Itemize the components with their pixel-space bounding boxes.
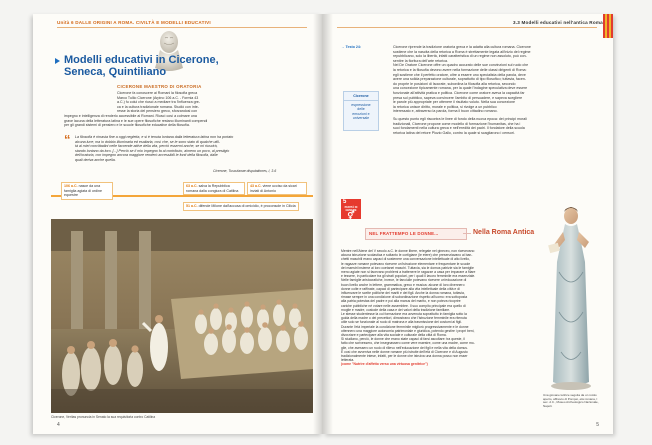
intro-line: Cicerone fa conoscere ai Romani la filosofia greca — [117, 91, 198, 95]
timeline-date: 43 a.C. — [250, 184, 262, 188]
quote-line: quali deriva anche quella. — [75, 157, 116, 162]
women-line: glie, che avessero un ruolo di rilievo nell'educazione dei figli e nella vita della domus. — [341, 345, 468, 350]
women-line: utile solo se funzionale al ruolo di matrona e alla trasmissione dei costumi ai figli. — [341, 320, 462, 325]
women-line: buon livello anche in lettere, grammatica, greco e musica: alcune di loro divennero — [341, 282, 465, 287]
women-line: dei maestri insieme ai loro coetanei maschi. Tuttavia, sia le domus patrizie sia le famiglie — [341, 265, 474, 270]
timeline-date: 63 a.C. — [186, 184, 198, 188]
timeline-text: salva la Repubblica romana dalla congiura di Catilina — [186, 184, 239, 193]
timeline-text: nasce da una famiglia agiata di ordine equestre — [64, 184, 102, 198]
banner-big-text: Nella Roma Antica — [473, 229, 535, 236]
intro-line: Marco Tullio Cicerone (Arpino 106 a.C. - Formia 43 — [117, 95, 199, 100]
women-line: e tessere, in particolare tra gli strati popolari, per i quali il lavoro femminile era essenziale. — [341, 274, 476, 279]
timeline-date: 51 a.C. — [186, 204, 198, 208]
women-line: meno agiate non si facevano problemi a trattenere le ragazze a casa per imparare a filare — [341, 270, 476, 275]
women-line: Durante l'età imperiale la condizione femminile migliorò progressivamente e le donne — [341, 324, 469, 329]
left-running-head: Unità 6 DALLE ORIGINI A ROMA. CIVILTÀ E MODELLI EDUCATIVI — [57, 20, 211, 25]
banner-small-text: NEL FRATTEMPO LE DONNE... — [369, 231, 439, 236]
women-line: alcuna istruzione scolastica e soltanto le cortigiane (le etere) che presenziavano ai ban- — [341, 253, 473, 258]
body-line: suoi fondamenti nella cultura greca e nell'eredità dei padri. Il fondatore della scuola — [393, 126, 525, 131]
quote-source: Cicerone, Tusculanae disputationes, I, 3-6 — [213, 169, 277, 173]
timeline-event — [183, 202, 299, 211]
keyword-box-line: espressione — [351, 102, 371, 107]
women-text — [341, 249, 537, 367]
women-line: tradizionalmente intese, infatti, per le donne che istruiva una donna posso non esser — [341, 354, 468, 359]
intro-line: resse la storia del pensiero greco, sforzandosi con — [117, 109, 198, 114]
quote-line: La filosofia è rimasta fine a oggi negletta, e si è tenuta lontana dalla letteratura latina non ha portato — [75, 135, 234, 139]
section-title-line1: Modelli educativi in Cicerone, — [64, 54, 219, 66]
quote-line: tà ai miei concittadini nelle faccende attive della vita, perciò essermi anche, se mi riuscirà, — [75, 144, 218, 149]
statue-caption: Una giovane lettrice seguita da un rotolo aperto, affresco di Pompei, età romana, I sec. d.C., Museo Archeologico Nazionale, Napoli. — [543, 393, 599, 409]
title-arrow-icon — [55, 58, 60, 64]
senate-fresco-image — [51, 219, 313, 413]
women-line: Le stesse studentesse la cui formazione era avvenuta soprattutto in famiglia sotto la — [341, 312, 467, 317]
body-line: presa sul pubblico, sapeva convincere l'ambito di persuadere, e sapeva scegliere — [393, 95, 523, 100]
women-line: le ragazze romane potevano ricevere un'istruzione elementare e frequentare le scuole — [341, 261, 471, 266]
body-line: do proprie le posizioni di Isocrate, subordina la filosofia alla retorica, secondo — [393, 81, 516, 86]
body-line: una concezione tipicamente romana, per la quale l'indagine speculativa deve essere — [393, 86, 528, 91]
book-gutter-shadow — [313, 14, 333, 434]
body-line: funzionale all'attività pratica e politica. Cicerone come oratore aveva la capacità far — [393, 90, 525, 95]
body-line: sentire la fioritura dell'arte retorica. — [393, 58, 449, 63]
timeline-text: viene ucciso da sicari inviati di Antonio — [250, 184, 297, 193]
sdg-goal-badge — [341, 199, 361, 219]
section-title-line2: Seneca, Quintiliano — [64, 66, 167, 78]
women-line: cariche pubbliche né votare nelle assemblee. Il suo compito principale era quello di — [341, 303, 466, 308]
intro-line: grave lacuna della letteratura latina e le sue opere filosofiche restano illuminanti compendi — [64, 118, 208, 123]
text-reference-link[interactable] — [341, 45, 361, 50]
women-line: E così che avveniva nelle donne romane più istruite dell'età di Cicerone e di Augusto — [341, 349, 468, 354]
body-line: Su questo punto egli riscontra le linee di fondo della nuova epoca: dei principi morali — [393, 116, 527, 121]
banner-connector — [463, 233, 471, 234]
women-line: influenzare le scelte politiche dei mariti e dei figli. Anche la donna romana, tuttavia, — [341, 291, 465, 296]
women-closing-quote: (come "Nutrire d'affetto verso una virtuosa genitrice") — [341, 362, 428, 367]
quote-line: dell'oratoria, con impegno ancora maggiore renderò accessibili le fonti della filosofia, dalle — [75, 153, 218, 158]
body-line: tradizionali, Cicerone propone come modello di formazione l'humanitas, che ha i — [393, 121, 521, 126]
timeline-event — [247, 182, 307, 195]
keyword-box-line: delle — [357, 107, 365, 112]
body-line: sostiene che la nascita della retorica a Roma è strettamente legata all'inizio del regime — [393, 49, 531, 54]
left-page-number: 4 — [57, 422, 60, 428]
body-line: le parole più appropriate per ottenere il risultato voluto. Nella sua concezione — [393, 100, 516, 105]
right-running-head: 3.3 Modelli educativi nell'antica Roma — [513, 20, 603, 25]
intro-line: a.C.) fu colui che riuscì a mediare tra l'influenza gre- — [117, 100, 200, 105]
body-line: Nel De Oratore Cicerone offre un quadro accurato delle sue convinzioni sul ruolo che — [393, 63, 529, 68]
women-line: Si studiano, perciò, le donne che erano state capaci di farsi ascoltare: tra queste, il — [341, 337, 465, 342]
right-page-number: 5 — [596, 422, 599, 428]
section-subhead: CICERONE MAESTRO DI ORATORIA — [117, 84, 202, 89]
quote-mark-icon: “ — [64, 132, 71, 147]
gender-equality-icon: ⚥ — [347, 211, 355, 220]
keyword-box-title: Cicerone — [344, 94, 378, 101]
women-line: divorziare e partecipare alla vita sociale e culturale della città di Roma. — [341, 333, 447, 338]
left-page — [33, 14, 323, 434]
women-line: rimase sempre in una condizione di subordinazione rispetto all'uomo: era sottoposta — [341, 295, 468, 300]
timeline-event — [183, 182, 245, 195]
women-line: ottennero una maggiore autonomia patrimoniale e giuridica, potendo gestire i propri beni, — [341, 328, 475, 333]
right-page — [323, 14, 613, 434]
intro-line: per gli grandi sistemi di pensiero e le scuole filosofiche educative della filosofia. — [64, 123, 190, 128]
chapter-stripe-tab — [603, 14, 613, 38]
cicerone-keyword-box — [343, 91, 379, 131]
body-line: egli sostiene che il perfetto oratore, oltre a essere uno specialista della parola, deve — [393, 72, 526, 77]
timeline-event — [61, 182, 113, 200]
quote-block — [75, 135, 307, 163]
goal-label: PARITÀ DI GENERE — [344, 206, 358, 212]
goal-number: 5 — [343, 199, 347, 205]
intro-line: impegno e intelligenza di renderlo accessibile ai Romani. Riuscì così a colmare una — [64, 113, 197, 118]
women-line: fatto che scrivessero, che insegnassero come vere maestre, come una madre, come mo- — [341, 341, 475, 346]
women-line: guida della madre o dei precettori, dimostrano che l'istruzione femminile era ritenuta — [341, 316, 467, 321]
right-header-rule — [337, 27, 597, 28]
fresco-caption: Cicerone, Veritas pronuncia in Senato la sua requisitoria contro Catilina — [51, 415, 156, 419]
keyword-box-line: emozioni e — [352, 111, 370, 116]
timeline-text: difende Milone dall'accusa di omicidio, è proconsole in Cilicia — [198, 204, 296, 208]
young-woman-statue-image — [545, 202, 597, 392]
women-line: moglie e madre, custode della casa e dei valori della tradizione familiare. — [341, 307, 451, 312]
women-line: letterata. — [341, 358, 355, 363]
body-line: avere una solida preparazione culturale, soprattutto di tipo filosofico; tuttavia, facen- — [393, 77, 527, 82]
right-body-text — [393, 45, 599, 135]
women-line: alla patria potestas del padre e poi alla manus del marito, e non poteva ricoprire — [341, 299, 461, 304]
body-line: repubblicano, solo la libertà, infatti caratteristica di un regime non assoluto, può con- — [393, 54, 527, 59]
arrow-right-icon: → — [341, 45, 345, 49]
timeline-date: 106 a.C. — [64, 184, 78, 188]
quote-line: alcuna luce; ma io dobbio illuminarla ed esaltarla, così che, se le sono stato di qualche utili- — [75, 139, 221, 144]
keyword-box-line: universale — [352, 116, 370, 121]
intro-paragraph — [64, 91, 300, 128]
text-reference-label: Testo 24: — [345, 45, 362, 49]
women-line: chetti maschili erano capaci di sostenere una conversazione intellettuale di alto livello, — [341, 257, 470, 262]
body-line: Cicerone riprende la tradizione oratoria greca e la adatta alla cultura romana. Cicerone — [393, 45, 531, 49]
intro-line: ca e la cultura tradizionale romana. Studiò con inte- — [117, 104, 199, 109]
body-line: interessato e, attraverso la parola, forma il buon cittadino romano. — [393, 109, 498, 114]
quote-line: stando lontano da loro. [...] Perciò se il mio impegno fa al contributo, almeno un poco, al prestigio — [75, 148, 230, 153]
body-line: retorica latina del retore Plozio Gallo, contro la quale si scagliarono i censori. — [393, 130, 515, 135]
women-line: donne colte e raffinate, capaci di partecipare alla vita intellettuale della città e di — [341, 286, 460, 291]
women-line: Mentre nell'Atene del V secolo a.C. le donne libere, relegate nel gineceo, non ricevevano — [341, 249, 475, 253]
body-line: la retorica unisce diritto, morale e politica, si rivolge a un pubblico — [393, 104, 497, 109]
body-line: la retorica e la filosofia devono avere nella formazione delle classi dirigenti di Roma: — [393, 67, 527, 72]
women-line: Nelle famiglie aristocratiche, invece, le fanciulle potevano ricevere un'educazione di — [341, 278, 467, 283]
